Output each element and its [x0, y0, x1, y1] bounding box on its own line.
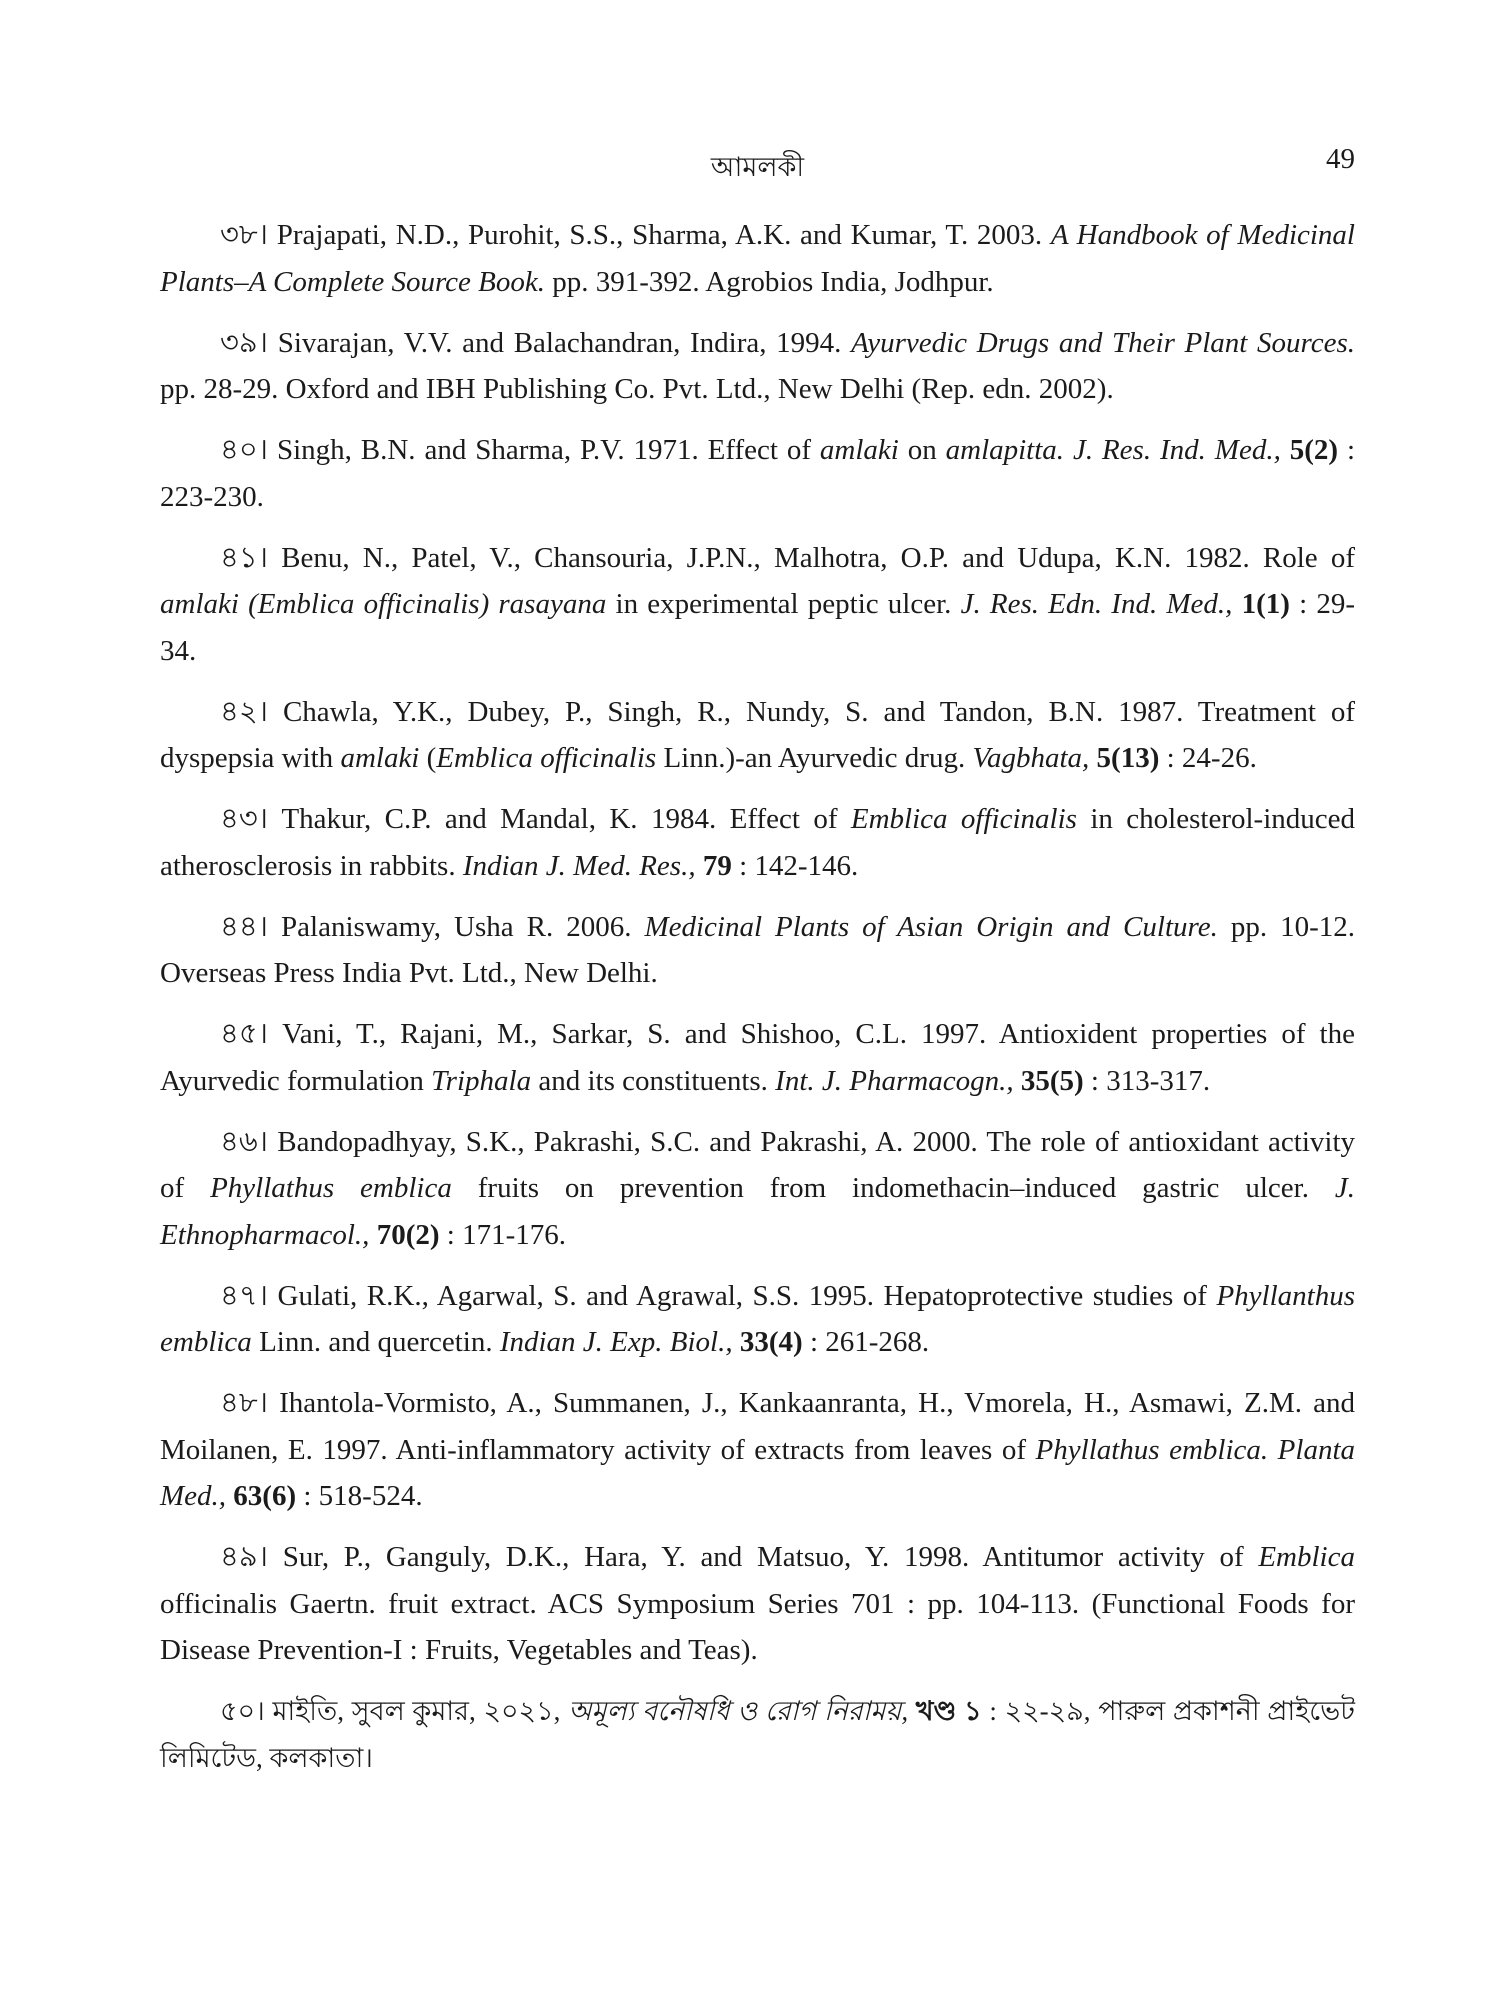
- reference-italic-text: J. Ethnopharmacol.,: [160, 1172, 1355, 1251]
- reference-text: Sur, P., Ganguly, D.K., Hara, Y. and Matsuo, Y. 1998. Antitumor activity of: [268, 1541, 1259, 1573]
- reference-text: [1232, 588, 1241, 620]
- reference-text: Prajapati, N.D., Purohit, S.S., Sharma, A.K. and Kumar, T. 2003.: [268, 219, 1051, 251]
- reference-number: ৪১।: [220, 541, 269, 574]
- reference-entry: [160, 535, 1355, 675]
- reference-text: Linn.)-an Ayurvedic drug.: [656, 742, 973, 774]
- reference-text: Vani, T., Rajani, M., Sarkar, S. and Shishoo, C.L. 1997. Antioxident properties of the Ayurvedic formulation: [160, 1018, 1355, 1097]
- reference-text: Linn. and quercetin.: [251, 1326, 500, 1358]
- reference-italic-text: amlaki (Emblica officinalis) rasayana: [160, 588, 607, 620]
- reference-volume: 70(2): [376, 1218, 440, 1251]
- reference-text: Chawla, Y.K., Dubey, P., Singh, R., Nundy, S. and Tandon, B.N. 1987. Treatment of dyspepsia with: [160, 695, 1355, 774]
- reference-italic-text: Emblica officinalis: [436, 742, 657, 774]
- reference-text: [908, 1696, 916, 1726]
- reference-number: ৪৭।: [220, 1279, 269, 1312]
- reference-text: Sivarajan, V.V. and Balachandran, Indira, 1994.: [268, 326, 852, 359]
- reference-number: ৫০।: [220, 1696, 265, 1726]
- reference-italic-text: Medicinal Plants of Asian Origin and Culture.: [644, 910, 1218, 943]
- reference-text: : 223-230.: [160, 434, 1356, 513]
- reference-entry: [160, 1011, 1355, 1104]
- reference-text: : 29-34.: [160, 588, 1355, 667]
- reference-text: [1089, 742, 1096, 774]
- reference-number: ৪৪।: [220, 910, 269, 943]
- reference-entry: [160, 689, 1355, 782]
- reference-number: ৪৩।: [220, 803, 269, 835]
- reference-italic-text: amlaki: [819, 434, 899, 466]
- reference-volume: 79: [702, 849, 732, 882]
- reference-italic-text: A Handbook of Medicinal Plants–A Complete Source Book.: [160, 219, 1355, 298]
- reference-number: ৩৯।: [220, 326, 269, 359]
- reference-entry: [160, 1688, 1355, 1781]
- reference-italic-text: Phyllathus emblica. Planta Med.,: [160, 1433, 1356, 1512]
- reference-volume: 35(5): [1020, 1064, 1084, 1097]
- reference-text: : 171-176.: [439, 1218, 566, 1251]
- reference-entry: [160, 1119, 1355, 1259]
- reference-text: Gulati, R.K., Agarwal, S. and Agrawal, S.S. 1995. Hepatoprotective studies of: [268, 1279, 1217, 1312]
- reference-text: Singh, B.N. and Sharma, P.V. 1971. Effect of: [268, 434, 820, 466]
- reference-text: on: [898, 434, 946, 466]
- reference-text: মাইতি, সুবল কুমার, ২০২১,: [264, 1696, 569, 1726]
- reference-entry: [160, 1534, 1355, 1674]
- reference-text: pp. 391-392. Agrobios India, Jodhpur.: [545, 265, 994, 298]
- reference-italic-text: J. Res. Edn. Ind. Med.,: [960, 588, 1233, 620]
- reference-text: Ihantola-Vormisto, A., Summanen, J., Kankaanranta, H., Vmorela, H., Asmawi, Z.M. and Moilanen, E. 1997. Anti-inflammatory activity of extracts from leaves of: [160, 1387, 1355, 1466]
- reference-entry: [160, 427, 1355, 520]
- reference-text: fruits on prevention from indomethacin–induced gastric ulcer.: [451, 1172, 1335, 1204]
- reference-text: Thakur, C.P. and Mandal, K. 1984. Effect of: [268, 803, 851, 835]
- page-number: 49: [1326, 143, 1355, 175]
- reference-number: ৪০।: [220, 434, 269, 466]
- reference-number: ৪৯।: [220, 1541, 269, 1573]
- reference-number: ৪২।: [220, 695, 269, 728]
- reference-text: : 142-146.: [731, 849, 859, 882]
- reference-entry: [160, 320, 1355, 413]
- reference-text: and its constituents.: [531, 1064, 776, 1097]
- reference-italic-text: Phyllathus emblica: [210, 1172, 452, 1204]
- reference-text: pp. 10-12. Overseas Press India Pvt. Ltd., New Delhi.: [160, 910, 1355, 989]
- reference-entry: [160, 1380, 1355, 1520]
- reference-italic-text: Phyllanthus emblica: [160, 1279, 1355, 1358]
- reference-text: officinalis Gaertn. fruit extract. ACS Symposium Series 701 : pp. 104-113. (Functional Foods for Disease Prevention-I : Fruits, Vegetables and Teas).: [160, 1587, 1355, 1666]
- reference-text: Benu, N., Patel, V., Chansouria, J.P.N., Malhotra, O.P. and Udupa, K.N. 1982. Role of: [268, 541, 1355, 574]
- reference-text: in experimental peptic ulcer.: [606, 588, 961, 620]
- reference-italic-text: Triphala: [431, 1064, 532, 1097]
- reference-italic-text: Indian J. Med. Res.,: [462, 849, 696, 882]
- reference-text: (: [419, 742, 437, 774]
- running-title: আমলকী: [710, 152, 805, 182]
- reference-text: : ২২-২৯, পারুল প্রকাশনী প্রাইভেট লিমিটেড, কলকাতা।: [160, 1696, 1355, 1773]
- reference-italic-text: Indian J. Exp. Biol.,: [499, 1326, 733, 1358]
- reference-italic-text: amlapitta. J. Res. Ind. Med.,: [945, 434, 1281, 466]
- reference-italic-text: amlaki: [340, 742, 420, 774]
- reference-list: [160, 212, 1355, 1796]
- reference-text: : 313-317.: [1083, 1064, 1211, 1097]
- reference-volume: 33(4): [739, 1326, 803, 1358]
- reference-entry: [160, 904, 1355, 997]
- reference-volume: খণ্ড ১: [915, 1696, 982, 1726]
- reference-volume: 5(13): [1096, 742, 1160, 774]
- reference-volume: 63(6): [233, 1480, 297, 1512]
- running-head: [160, 143, 1355, 183]
- reference-text: [1281, 434, 1290, 466]
- reference-italic-text: Vagbhata,: [972, 742, 1090, 774]
- reference-text: pp. 28-29. Oxford and IBH Publishing Co. Pvt. Ltd., New Delhi (Rep. edn. 2002).: [160, 373, 1114, 405]
- reference-text: : 24-26.: [1159, 742, 1257, 774]
- reference-entry: [160, 796, 1355, 889]
- reference-text: in cholesterol-induced atherosclerosis in rabbits.: [160, 803, 1355, 882]
- reference-text: [696, 850, 703, 882]
- reference-text: [369, 1219, 376, 1251]
- reference-text: : 518-524.: [296, 1480, 423, 1512]
- reference-volume: 1(1): [1241, 588, 1290, 620]
- reference-number: ৪৬।: [220, 1125, 269, 1158]
- reference-text: [733, 1326, 740, 1358]
- reference-entry: [160, 1273, 1355, 1366]
- reference-italic-text: Int. J. Pharmacogn.,: [775, 1064, 1014, 1097]
- reference-text: : 261-268.: [802, 1326, 930, 1358]
- reference-italic-text: Emblica: [1258, 1541, 1355, 1573]
- reference-text: Bandopadhyay, S.K., Pakrashi, S.C. and Pakrashi, A. 2000. The role of antioxidant activity of: [160, 1125, 1355, 1204]
- reference-text: Palaniswamy, Usha R. 2006.: [268, 910, 645, 943]
- reference-number: ৪৮।: [220, 1387, 269, 1419]
- reference-italic-text: Ayurvedic Drugs and Their Plant Sources.: [851, 326, 1355, 359]
- reference-number: ৪৫।: [220, 1018, 269, 1050]
- reference-italic-text: অমূল্য বনৌষধি ও রোগ নিরাময়,: [568, 1696, 909, 1726]
- reference-entry: [160, 212, 1355, 305]
- reference-number: ৩৮।: [220, 219, 269, 251]
- reference-italic-text: Emblica officinalis: [850, 803, 1077, 835]
- reference-volume: 5(2): [1289, 434, 1339, 466]
- reference-text: [1014, 1065, 1021, 1097]
